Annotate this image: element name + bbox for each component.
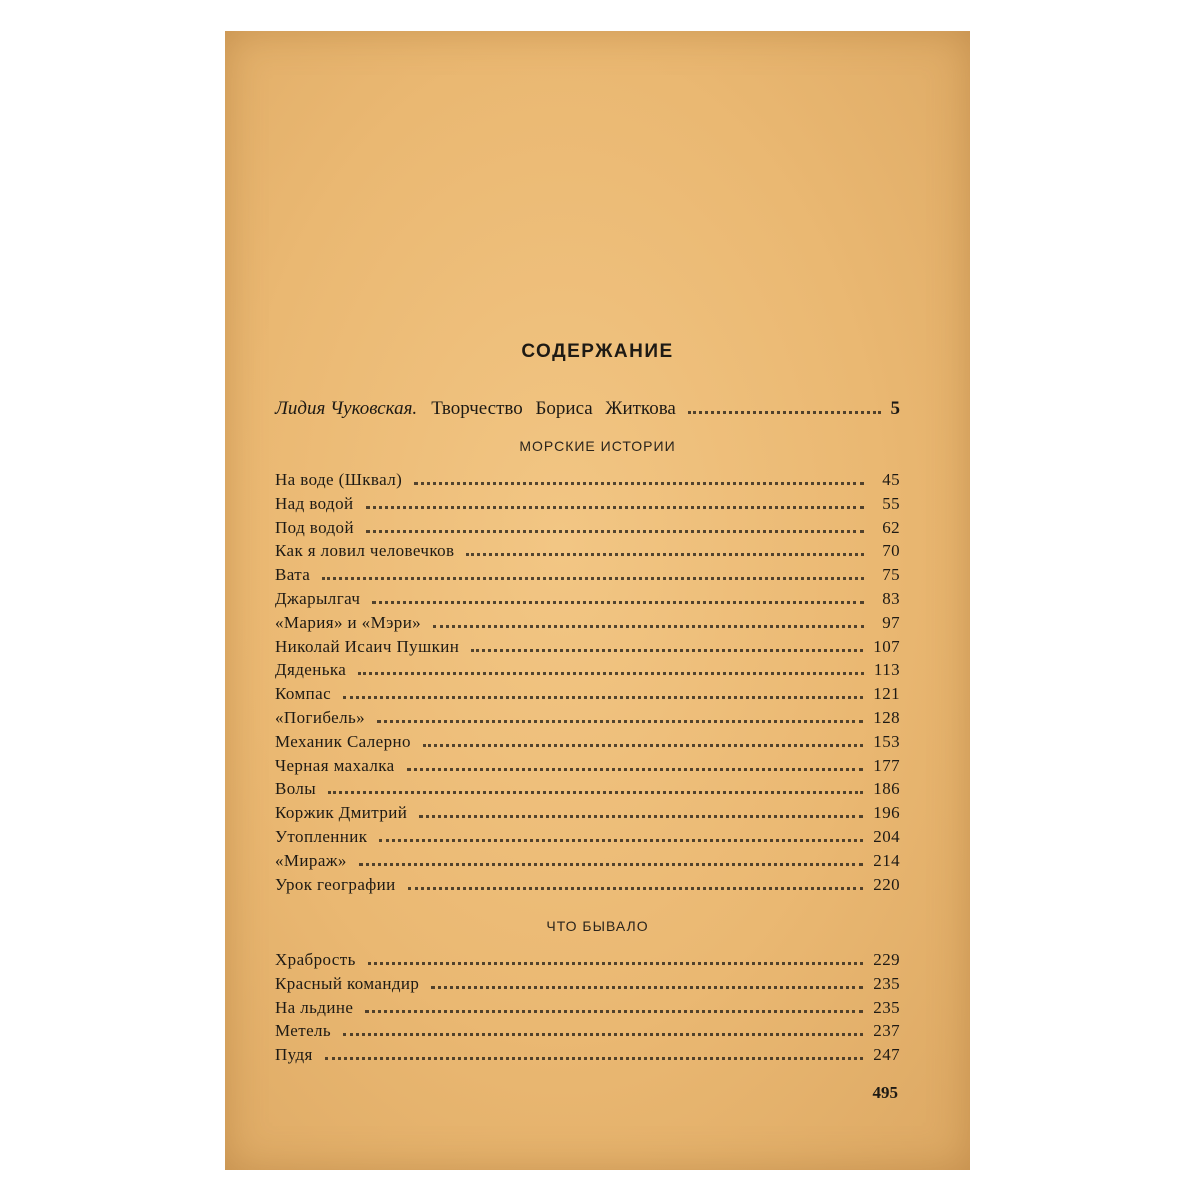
page-folio: 495 (872, 1083, 898, 1102)
section-list-what-happened (275, 950, 900, 1069)
section-list-sea-stories (275, 470, 900, 898)
entry-title: Вата (275, 565, 311, 585)
dot-leader (414, 482, 864, 485)
book-page (225, 31, 970, 1170)
entry-title: «Мираж» (275, 850, 347, 870)
dot-leader (359, 863, 863, 866)
toc-entry (275, 518, 900, 542)
toc-entry (275, 684, 900, 708)
dot-leader (688, 411, 881, 414)
toc-entry (275, 803, 900, 827)
toc-entry (275, 875, 900, 899)
entry-title: Метель (275, 1021, 332, 1041)
entry-title: Как я ловил человечков (275, 541, 455, 561)
entry-page-number: 196 (873, 803, 900, 823)
dot-leader (433, 625, 864, 628)
entry-page-number: 75 (882, 565, 900, 585)
dot-leader (471, 649, 863, 652)
toc-entry (275, 1045, 900, 1069)
entry-page-number: 62 (882, 517, 900, 537)
toc-entry (275, 470, 900, 494)
dot-leader (366, 506, 865, 509)
entry-title: Под водой (275, 517, 354, 537)
toc-entry (275, 494, 900, 518)
entry-title: Компас (275, 684, 332, 704)
dot-leader (379, 839, 863, 842)
entry-title: Волы (275, 779, 317, 799)
entry-title: Дяденька (275, 660, 347, 680)
toc-entry (275, 732, 900, 756)
contents-heading: СОДЕРЖАНИЕ (521, 341, 674, 362)
entry-title: «Мария» и «Мэри» (275, 612, 422, 632)
entry-title: Николай Исаич Пушкин (275, 636, 460, 656)
entry-title: На льдине (275, 997, 354, 1017)
entry-title: Пудя (275, 1045, 313, 1065)
entry-title: Красный командир (275, 973, 420, 993)
entry-page-number: 153 (873, 731, 900, 751)
entry-page-number: 97 (882, 612, 900, 632)
dot-leader (366, 530, 864, 533)
toc-entry (275, 756, 900, 780)
entry-title: Коржик Дмитрий (275, 803, 408, 823)
toc-entry (275, 589, 900, 613)
toc-entry (275, 613, 900, 637)
section-title-sea-stories: МОРСКИЕ ИСТОРИИ (519, 438, 676, 454)
entry-title: Джарылгач (275, 588, 361, 608)
toc-entry (275, 541, 900, 565)
dot-leader (325, 1057, 864, 1060)
entry-title: «Погибель» (275, 707, 366, 727)
entry-title: Черная махалка (275, 755, 395, 775)
entry-title: Механик Салерно (275, 731, 411, 751)
dot-leader (419, 815, 863, 818)
entry-title: Урок географии (275, 874, 396, 894)
entry-page-number: 214 (873, 850, 900, 870)
entry-page-number: 229 (873, 950, 900, 969)
dot-leader (358, 672, 864, 675)
entry-page-number: 55 (882, 493, 900, 513)
entry-page-number: 235 (873, 997, 900, 1017)
dot-leader (407, 768, 864, 771)
dot-leader (431, 986, 863, 989)
intro-title: Творчество Бориса Житкова (431, 398, 676, 419)
dot-leader (328, 791, 863, 794)
entry-page-number: 186 (873, 779, 900, 799)
dot-leader (343, 696, 863, 699)
dot-leader (423, 744, 863, 747)
toc-entry (275, 779, 900, 803)
dot-leader (408, 887, 864, 890)
toc-entry (275, 660, 900, 684)
entry-page-number: 247 (873, 1045, 900, 1065)
entry-page-number: 107 (873, 636, 900, 656)
entry-page-number: 45 (882, 470, 900, 489)
entry-page-number: 113 (873, 660, 900, 680)
toc-entry (275, 851, 900, 875)
dot-leader (466, 553, 864, 556)
section-title-what-happened: ЧТО БЫВАЛО (546, 918, 649, 934)
entry-page-number: 237 (873, 1021, 900, 1041)
intro-author: Лидия Чуковская. (275, 398, 418, 419)
entry-title: Над водой (275, 493, 354, 513)
entry-page-number: 220 (873, 874, 900, 894)
dot-leader (322, 577, 864, 580)
toc-entry (275, 708, 900, 732)
dot-leader (372, 601, 864, 604)
dot-leader (368, 962, 864, 965)
toc-entry (275, 998, 900, 1022)
entry-page-number: 128 (873, 707, 900, 727)
entry-title: Храбрость (275, 950, 356, 969)
entry-page-number: 177 (873, 755, 900, 775)
toc-entry (275, 1021, 900, 1045)
entry-page-number: 121 (873, 684, 900, 704)
intro-page-number: 5 (890, 398, 900, 419)
intro-entry (275, 398, 900, 422)
toc-entry (275, 950, 900, 974)
entry-page-number: 204 (873, 826, 900, 846)
toc-entry (275, 637, 900, 661)
toc-entry (275, 974, 900, 998)
entry-page-number: 83 (882, 588, 900, 608)
entry-title: Утопленник (275, 826, 368, 846)
toc-entry (275, 827, 900, 851)
entry-page-number: 70 (882, 541, 900, 561)
entry-page-number: 235 (873, 973, 900, 993)
toc-entry (275, 565, 900, 589)
entry-title: На воде (Шквал) (275, 470, 403, 489)
dot-leader (365, 1010, 863, 1013)
dot-leader (377, 720, 863, 723)
dot-leader (343, 1033, 863, 1036)
